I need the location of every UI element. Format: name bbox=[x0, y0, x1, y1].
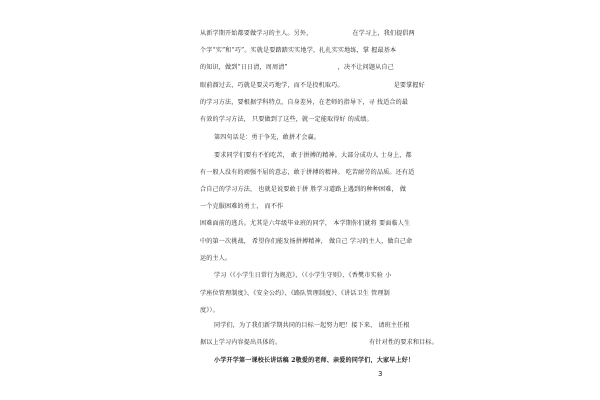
text-line: 的知识，做到“日日清，周周清” ，决不让问题从自己 bbox=[200, 64, 394, 71]
speech-title: 小学开学第一课校长讲话稿 2敬爱的老师、亲爱的同学们，大家早上好！ bbox=[214, 357, 415, 364]
text-line: 一个克服困难的勇士， 而不作 bbox=[200, 203, 284, 210]
page-number: 3 bbox=[378, 370, 383, 378]
text-line: 合自己的学习方法， 也就是说要敢于拼 胜学习道路上遇到的种种困难， 做 bbox=[200, 186, 407, 193]
text-line: 度》）。 bbox=[200, 307, 219, 314]
text-line: 学座位管理制度》、《安全公约》、《路队管理制度》、《讲话卫生 管理制 bbox=[200, 290, 390, 297]
text-line: 眼前溜过去，巧就是要灵巧地学，而不是投机取巧。 是要掌握好 bbox=[200, 82, 425, 89]
text-line: 要求同学们要有不怕吃苦， 敢于拼搏的精神。大部分成功人 士身上，都 bbox=[214, 152, 412, 159]
text-line: 的学习方法，要根据学科特点，自身差异，在老师的指导下，寻 找适合的最 bbox=[200, 99, 409, 106]
text-line: 有效的学习方法， 只要做到了这些，就一定能取得好 的成绩。 bbox=[200, 116, 373, 123]
text-line: 个字“实”和“巧”。实就是要踏踏实实地学，扎扎实实地练，掌 握最基本 bbox=[200, 47, 397, 54]
text-line: 中的第一次挑战， 希望你们能发扬拼搏精神， 做自己 学习的主人，做自己命 bbox=[200, 238, 413, 245]
text-line: 学习（《小学生日常行为规范》、（《小学生守则》、《香樊市实验 小 bbox=[214, 272, 392, 279]
text-line: 据以上学习内容提出具体的。 有针对性的要求和目标。 bbox=[200, 339, 438, 346]
text-line: 从新学期开始都要做学习的主人。另外， 在学习上，我们提倡两 bbox=[200, 30, 415, 37]
text-line: 困难面前的逃兵。尤其是六年级毕业班的同学， 本学期你们就将 要面临人生 bbox=[200, 220, 411, 227]
text-line: 运的主人。 bbox=[200, 255, 232, 262]
text-line: 同学们，为了我们新学期共同的目标一起努力吧！接下来， 请班主任根 bbox=[214, 322, 410, 329]
text-line: 有一般人没有的顽强不屈的意志，敢于拼搏的精神。 吃苦耐劳的品质。还有适 bbox=[200, 169, 415, 176]
section-heading: 第四句话是：勇于争先，敢拼才会赢。 bbox=[214, 134, 321, 141]
